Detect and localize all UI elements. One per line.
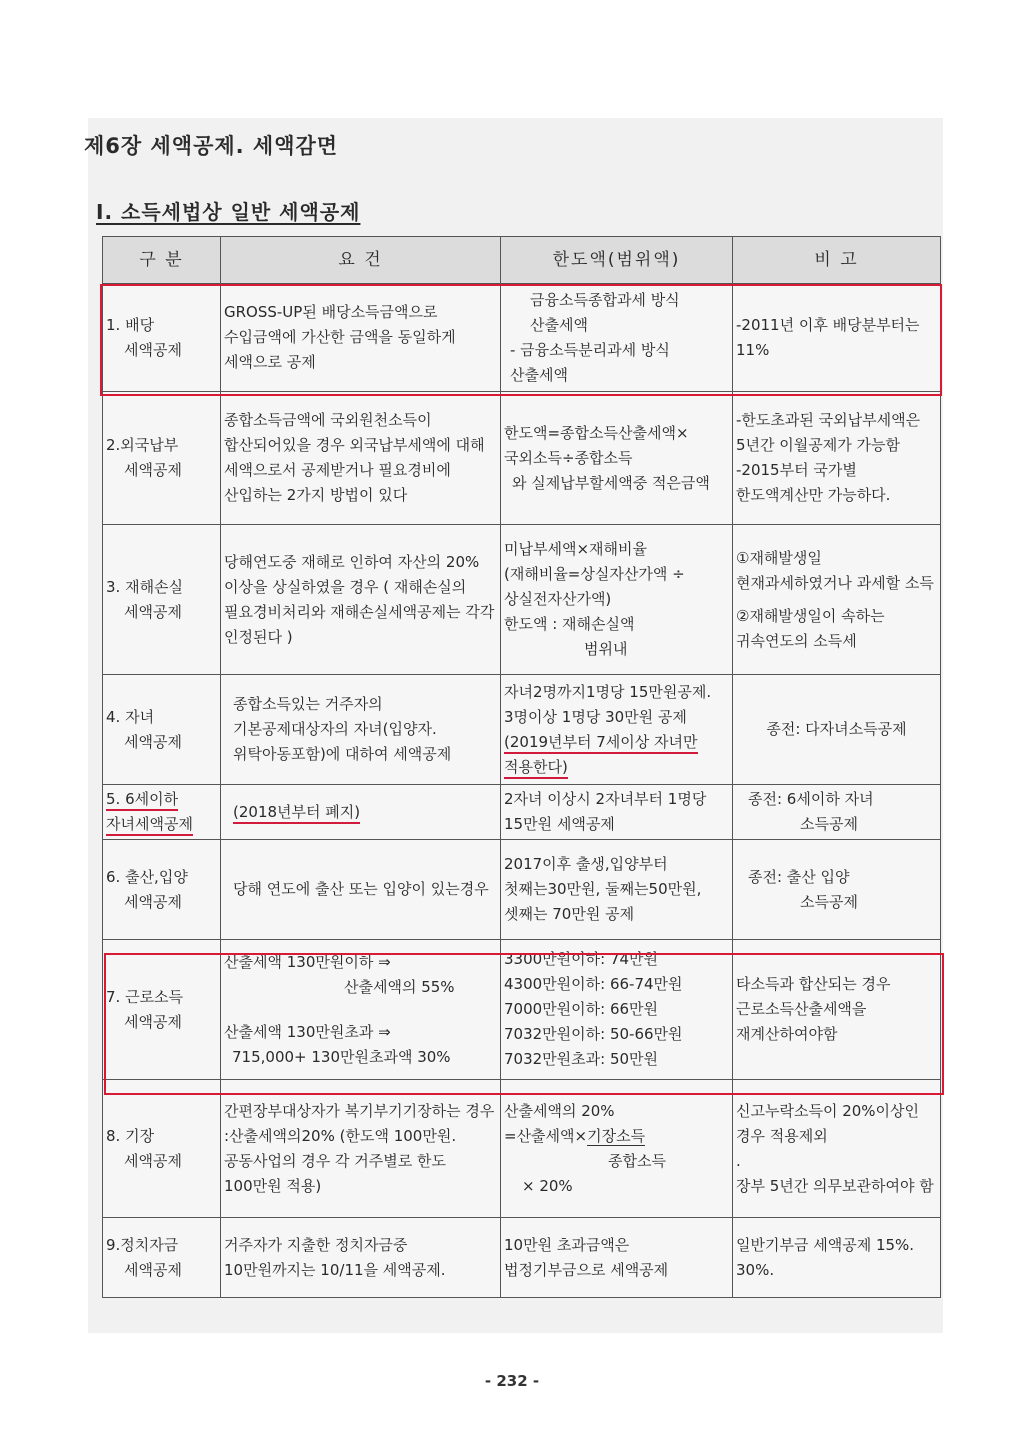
table-row bbox=[103, 392, 941, 525]
requirement-line: 715,000+ 130만원초과액 30% bbox=[232, 1047, 451, 1066]
table-row bbox=[103, 525, 941, 675]
row-requirement: GROSS-UP된 배당소득금액으로 수입금액에 가산한 금액을 동일하게 세액으로 공제 bbox=[221, 284, 501, 392]
row-requirement: 종합소득금액에 국외원천소득이 합산되어있을 경우 외국납부세액에 대해 세액으로서 공제받거나 필요경비에 산입하는 2가지 방법이 있다 bbox=[221, 392, 501, 525]
remark-line: 신고누락소득이 20%이상인 경우 적용제외 bbox=[736, 1101, 920, 1145]
row-category bbox=[103, 1080, 221, 1218]
remark-line: 장부 5년간 의무보관하여야 함 bbox=[736, 1176, 934, 1195]
remark-line: -2015부터 국가별 한도액계산만 가능하다. bbox=[736, 461, 891, 504]
row-limit: 2자녀 이상시 2자녀부터 1명당 15만원 세액공제 bbox=[501, 785, 733, 840]
table-header-row bbox=[103, 237, 941, 284]
category-line: 9.정치자금 bbox=[106, 1235, 179, 1254]
limit-text: =산출세액× bbox=[504, 1126, 588, 1145]
row-remarks bbox=[733, 1080, 941, 1218]
row-limit bbox=[501, 1080, 733, 1218]
limit-line: 한도액 : 재해손실액 bbox=[504, 615, 635, 633]
limit-line: × 20% bbox=[522, 1176, 573, 1195]
remark-line: 종전: 6세이하 자녀 bbox=[748, 790, 874, 808]
row-limit bbox=[501, 675, 733, 785]
remark-line: ②재해발생일이 속하는 귀속연도의 소득세 bbox=[736, 606, 885, 650]
chapter-title: 제6장 세액공제. 세액감면 bbox=[84, 134, 339, 158]
category-line: 세액공제 bbox=[124, 732, 182, 751]
category-line: 7. 근로소득 bbox=[106, 987, 184, 1006]
row-category bbox=[103, 1218, 221, 1298]
limit-line: 7032만원초과: 50만원 bbox=[504, 1050, 659, 1068]
row-remarks: -2011년 이후 배당분부터는 11% bbox=[733, 284, 941, 392]
limit-line: 7000만원이하: 66만원 bbox=[504, 1000, 659, 1018]
table-row bbox=[103, 840, 941, 940]
row-remarks: 일반기부금 세액공제 15%. 30%. bbox=[733, 1218, 941, 1298]
table-row bbox=[103, 940, 941, 1080]
row-category bbox=[103, 940, 221, 1080]
row-requirement: 거주자가 지출한 정치자금중 10만원까지는 10/11을 세액공제. bbox=[221, 1218, 501, 1298]
remark-line: 소득공제 bbox=[800, 815, 858, 833]
category-line: 6. 출산,입양 bbox=[106, 867, 188, 886]
header-requirement: 요 건 bbox=[221, 237, 501, 284]
limit-line: 금융소득종합과세 방식 산출세액 bbox=[530, 290, 680, 334]
row-requirement: 간편장부대상자가 복기부기기장하는 경우 :산출세액의20% (한도액 100만원. 공동사업의 경우 각 거주별로 한도 100만원 적용) bbox=[221, 1080, 501, 1218]
limit-line: 3300만원이하: 74만원 bbox=[504, 950, 659, 968]
requirement-line: 산출세액 130만원초과 ⇒ bbox=[224, 1022, 391, 1041]
category-line: 8. 기장 bbox=[106, 1126, 155, 1145]
tax-credit-table bbox=[102, 236, 941, 1298]
row-remarks bbox=[733, 840, 941, 940]
category-line: 4. 자녀 bbox=[106, 707, 155, 726]
table-row bbox=[103, 675, 941, 785]
row-limit bbox=[501, 392, 733, 525]
remark-line: 소득공제 bbox=[800, 892, 858, 911]
category-line: 세액공제 bbox=[124, 1012, 182, 1031]
limit-line: (재해비율=상실자산가액 ÷ 상실전자산가액) bbox=[504, 565, 685, 608]
header-category: 구 분 bbox=[103, 237, 221, 284]
limit-text: 자녀2명까지1명당 15만원공제. 3명이상 1명당 30만원 공제 bbox=[504, 682, 712, 726]
requirement-line: 산출세액의 55% bbox=[344, 977, 455, 996]
limit-line: 한도액=종합소득산출세액×국외소득÷종합소득 bbox=[504, 423, 689, 467]
limit-underlined-text: (2019년부터 7세이상 자녀만 적용한다) bbox=[504, 733, 698, 779]
category-line: 세액공제 bbox=[124, 340, 182, 359]
row-limit: 10만원 초과금액은 법정기부금으로 세액공제 bbox=[501, 1218, 733, 1298]
row-limit bbox=[501, 284, 733, 392]
limit-line: - 금융소득분리과세 방식 산출세액 bbox=[510, 340, 670, 384]
requirement-underlined-text: (2018년부터 폐지) bbox=[233, 803, 360, 824]
section-title: Ⅰ. 소득세법상 일반 세액공제 bbox=[96, 200, 361, 224]
row-category bbox=[103, 525, 221, 675]
row-remarks bbox=[733, 525, 941, 675]
category-line: 세액공제 bbox=[124, 1151, 182, 1170]
limit-line: 미납부세액×재해비율 bbox=[504, 540, 647, 558]
row-remarks: 종전: 다자녀소득공제 bbox=[733, 675, 941, 785]
category-line: 자녀세액공제 bbox=[106, 815, 193, 836]
row-requirement: 당해 연도에 출산 또는 입양이 있는경우 bbox=[221, 840, 501, 940]
row-remarks bbox=[733, 785, 941, 840]
table-row bbox=[103, 1218, 941, 1298]
category-line: 5. 6세이하 bbox=[106, 790, 178, 811]
row-remarks: 타소득과 합산되는 경우 근로소득산출세액을 재계산하여야함 bbox=[733, 940, 941, 1080]
limit-line: 와 실제납부할세액중 적은금액 bbox=[512, 473, 710, 492]
row-requirement bbox=[221, 940, 501, 1080]
category-line: 세액공제 bbox=[124, 461, 182, 479]
row-limit: 2017이후 출생,입양부터 첫째는30만원, 둘째는50만원, 셋째는 70만원 공제 bbox=[501, 840, 733, 940]
row-limit bbox=[501, 940, 733, 1080]
header-limit: 한도액(범위액) bbox=[501, 237, 733, 284]
limit-line: 7032만원이하: 50-66만원 bbox=[504, 1025, 683, 1043]
remark-line: . bbox=[736, 1151, 741, 1170]
row-remarks bbox=[733, 392, 941, 525]
limit-line: 산출세액의 20% bbox=[504, 1101, 615, 1120]
row-limit bbox=[501, 525, 733, 675]
row-requirement: 당해연도중 재해로 인하여 자산의 20%이상을 상실하였을 경우 ( 재해손실의 필요경비처리와 재해손실세액공제는 각각 인정된다 ) bbox=[221, 525, 501, 675]
limit-line: 범위내 bbox=[584, 640, 628, 658]
fraction-denominator: 종합소득 bbox=[608, 1151, 666, 1170]
remark-line: 종전: 출산 입양 bbox=[748, 867, 850, 886]
category-line: 3. 재해손실 bbox=[106, 577, 184, 596]
category-line: 세액공제 bbox=[124, 1260, 182, 1279]
row-category bbox=[103, 675, 221, 785]
table-row bbox=[103, 284, 941, 392]
fraction-numerator: 기장소득 bbox=[587, 1126, 646, 1145]
category-line: 세액공제 bbox=[124, 892, 182, 911]
limit-fraction-line bbox=[504, 1124, 729, 1149]
row-requirement: 종합소득있는 거주자의 기본공제대상자의 자녀(입양자.위탁아동포함)에 대하여 세액공제 bbox=[221, 675, 501, 785]
category-line: 세액공제 bbox=[124, 602, 182, 621]
row-category bbox=[103, 392, 221, 525]
category-line: 2.외국납부 bbox=[106, 436, 179, 454]
table-row bbox=[103, 785, 941, 840]
table-row bbox=[103, 1080, 941, 1218]
requirement-line: 산출세액 130만원이하 ⇒ bbox=[224, 952, 391, 971]
row-requirement bbox=[221, 785, 501, 840]
remark-line: -한도초과된 국외납부세액은 5년간 이월공제가 가능함 bbox=[736, 411, 921, 454]
row-category bbox=[103, 284, 221, 392]
header-remarks: 비 고 bbox=[733, 237, 941, 284]
row-category bbox=[103, 785, 221, 840]
remark-line: ①재해발생일 현재과세하였거나 과세할 소득 bbox=[736, 548, 934, 592]
page-number: - 232 - bbox=[484, 1372, 540, 1390]
category-line: 1. 배당 bbox=[106, 315, 155, 334]
limit-line: 4300만원이하: 66-74만원 bbox=[504, 975, 683, 993]
row-category bbox=[103, 840, 221, 940]
